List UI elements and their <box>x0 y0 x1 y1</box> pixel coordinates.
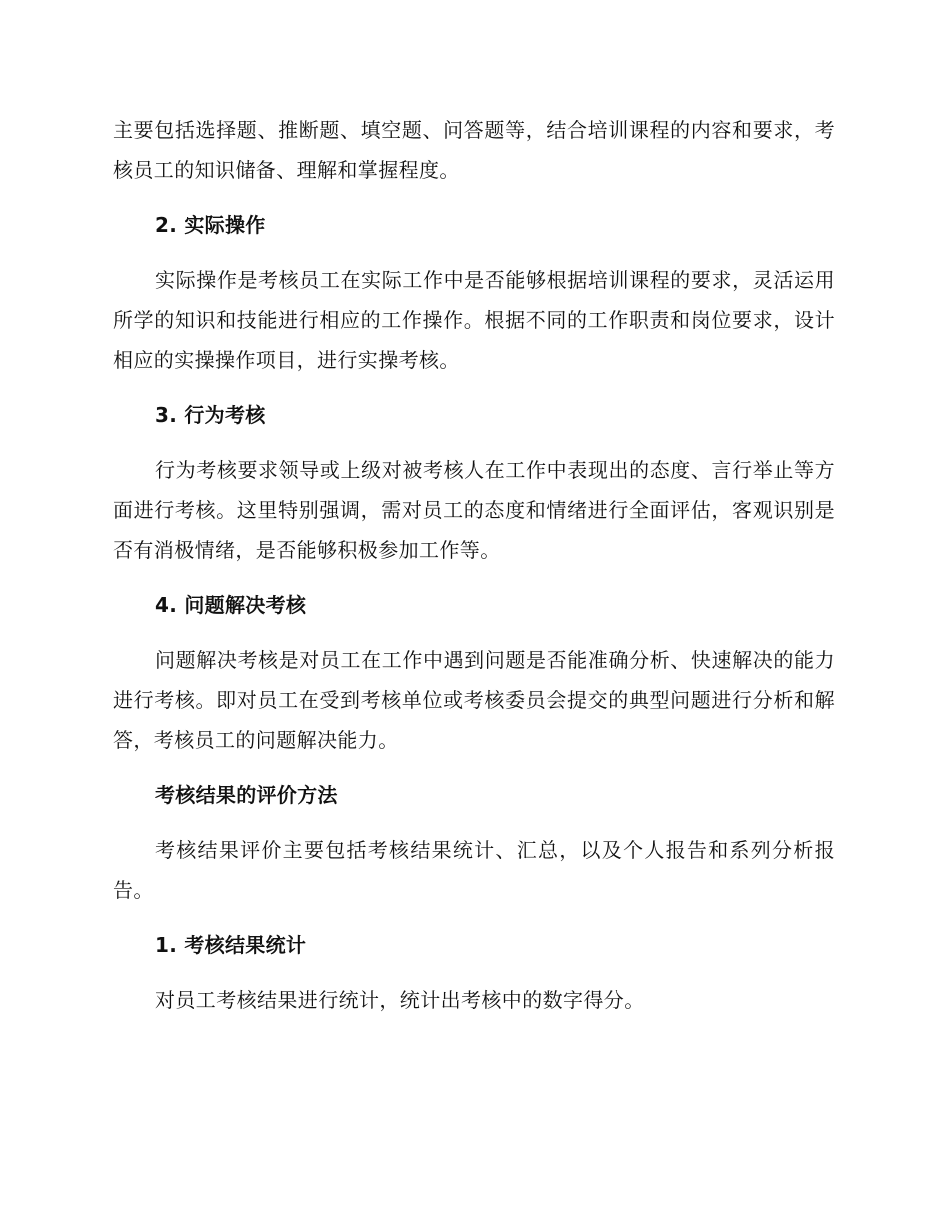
paragraph-behavior-assessment: 行为考核要求领导或上级对被考核人在工作中表现出的态度、言行举止等方面进行考核。这里特别强调，需对员工的态度和情绪进行全面评估，客观识别是否有消极情绪，是否能够积极参加工作等。 <box>113 458 835 562</box>
heading-evaluation-methods: 考核结果的评价方法 <box>155 783 338 807</box>
heading-behavior-assessment: 3. 行为考核 <box>155 403 266 427</box>
heading-practical-operation: 2. 实际操作 <box>155 213 266 237</box>
document-body <box>113 110 835 1020</box>
heading-result-statistics: 1. 考核结果统计 <box>155 933 307 957</box>
paragraph-practical-operation: 实际操作是考核员工在实际工作中是否能够根据培训课程的要求，灵活运用所学的知识和技能进行相应的工作操作。根据不同的工作职责和岗位要求，设计相应的实操操作项目，进行实操考核。 <box>113 268 835 372</box>
paragraph-result-statistics: 对员工考核结果进行统计，统计出考核中的数字得分。 <box>155 988 645 1012</box>
paragraph-evaluation-methods: 考核结果评价主要包括考核结果统计、汇总，以及个人报告和系列分析报告。 <box>113 838 835 902</box>
paragraph-problem-solving: 问题解决考核是对员工在工作中遇到问题是否能准确分析、快速解决的能力进行考核。即对员工在受到考核单位或考核委员会提交的典型问题进行分析和解答，考核员工的问题解决能力。 <box>113 648 835 752</box>
paragraph-continuation: 主要包括选择题、推断题、填空题、问答题等，结合培训课程的内容和要求，考核员工的知识储备、理解和掌握程度。 <box>113 118 835 182</box>
heading-problem-solving: 4. 问题解决考核 <box>155 593 307 617</box>
